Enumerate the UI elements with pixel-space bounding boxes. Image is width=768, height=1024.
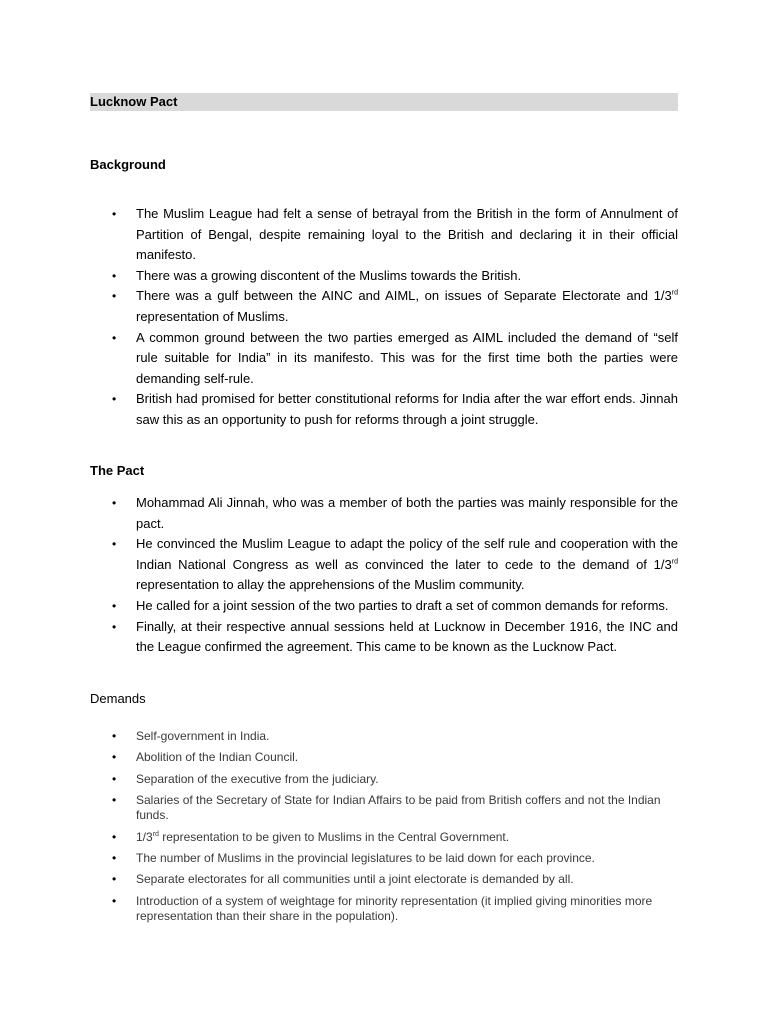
- list-item: [0, 851, 678, 866]
- bullet-icon: •: [112, 392, 117, 407]
- text-segment: He convinced the Muslim League to adapt the policy of the self rule and cooperation with the Indian National Congress as well as convinced the later to cede to the demand of 1/3: [136, 536, 678, 572]
- list-item-text: There was a growing discontent of the Muslims towards the British.: [136, 267, 522, 283]
- list-item-text: [136, 830, 509, 844]
- list-item: [0, 204, 678, 266]
- list-item-text: Separate electorates for all communities until a joint electorate is demanded by all.: [136, 872, 574, 887]
- bullet-icon: •: [112, 850, 117, 865]
- background-list: [0, 204, 768, 431]
- list-item: [0, 617, 678, 658]
- list-item-text: Self-government in India.: [136, 729, 270, 743]
- list-item: [0, 493, 678, 534]
- list-item: [0, 534, 678, 596]
- text-segment: There was a gulf between the AINC and AIML, on issues of Separate Electorate and 1/3: [136, 288, 672, 304]
- list-item-text: The number of Muslims in the provincial legislatures to be laid down for each province.: [136, 850, 595, 865]
- ordinal-superscript: rd: [152, 830, 159, 838]
- list-item: [0, 894, 678, 924]
- list-item-text: Salaries of the Secretary of State for Indian Affairs to be paid from British coffers and not the Indian funds.: [136, 793, 661, 823]
- text-segment: representation to be given to Muslims in the Central Government.: [158, 829, 510, 844]
- text-segment: representation of Muslims.: [136, 308, 289, 324]
- bullet-icon: •: [112, 207, 117, 221]
- list-item: [0, 389, 678, 430]
- list-item-text: A common ground between the two parties emerged as AIML included the demand of “self rule suitable for India” in its manifesto. This was for the first time both the parties were demanding self-rule.: [136, 329, 678, 386]
- document-title: Lucknow Pact: [90, 93, 678, 111]
- bullet-icon: •: [112, 750, 117, 765]
- ordinal-superscript: rd: [671, 558, 678, 566]
- text-segment: 1/3: [136, 829, 153, 844]
- list-item-text: Finally, at their respective annual sessions held at Lucknow in December 1916, the INC and the League confirmed the agreement. This came to be known as the Lucknow Pact.: [136, 618, 678, 655]
- list-item: [0, 772, 678, 787]
- list-item-text: He called for a joint session of the two parties to draft a set of common demands for reforms.: [136, 597, 669, 613]
- bullet-icon: •: [112, 619, 117, 634]
- pact-heading: The Pact: [90, 463, 145, 478]
- bullet-icon: •: [112, 268, 117, 283]
- list-item: [0, 750, 678, 765]
- bullet-icon: •: [112, 793, 117, 808]
- bullet-icon: •: [112, 872, 117, 887]
- background-heading: Background: [90, 157, 166, 172]
- list-item: [0, 793, 678, 823]
- list-item: [0, 266, 678, 287]
- demands-list: [0, 729, 768, 930]
- list-item-text: [136, 288, 678, 324]
- bullet-icon: •: [112, 496, 117, 510]
- bullet-icon: •: [112, 330, 117, 345]
- list-item: [0, 872, 678, 887]
- list-item-text: Abolition of the Indian Council.: [136, 750, 299, 765]
- list-item-text: Separation of the executive from the judiciary.: [136, 771, 379, 786]
- bullet-icon: •: [112, 289, 117, 304]
- bullet-icon: •: [112, 598, 117, 613]
- ordinal-superscript: rd: [671, 290, 678, 298]
- list-item-text: Mohammad Ali Jinnah, who was a member of both the parties was mainly responsible for the pact.: [136, 495, 678, 531]
- list-item: [0, 830, 678, 845]
- list-item: [0, 729, 678, 744]
- bullet-icon: •: [112, 537, 117, 552]
- demands-heading: Demands: [90, 691, 146, 706]
- list-item: [0, 286, 678, 327]
- list-item: [0, 596, 678, 617]
- list-item-text: Introduction of a system of weightage for minority representation (it implied giving minorities more representation than their share in the population).: [136, 893, 653, 923]
- list-item-text: [136, 536, 678, 592]
- list-item-text: British had promised for better constitutional reforms for India after the war effort ends. Jinnah saw this as an opportunity to push for reforms through a joint struggle.: [136, 391, 678, 427]
- bullet-icon: •: [112, 829, 117, 844]
- pact-list: [0, 493, 768, 658]
- bullet-icon: •: [112, 893, 117, 908]
- list-item-text: The Muslim League had felt a sense of betrayal from the British in the form of Annulment of Partition of Bengal, despite remaining loyal to the British and declaring it in their official manifesto.: [136, 206, 678, 263]
- text-segment: representation to allay the apprehensions of the Muslim community.: [136, 577, 525, 593]
- list-item: [0, 328, 678, 390]
- bullet-icon: •: [112, 729, 117, 743]
- bullet-icon: •: [112, 771, 117, 786]
